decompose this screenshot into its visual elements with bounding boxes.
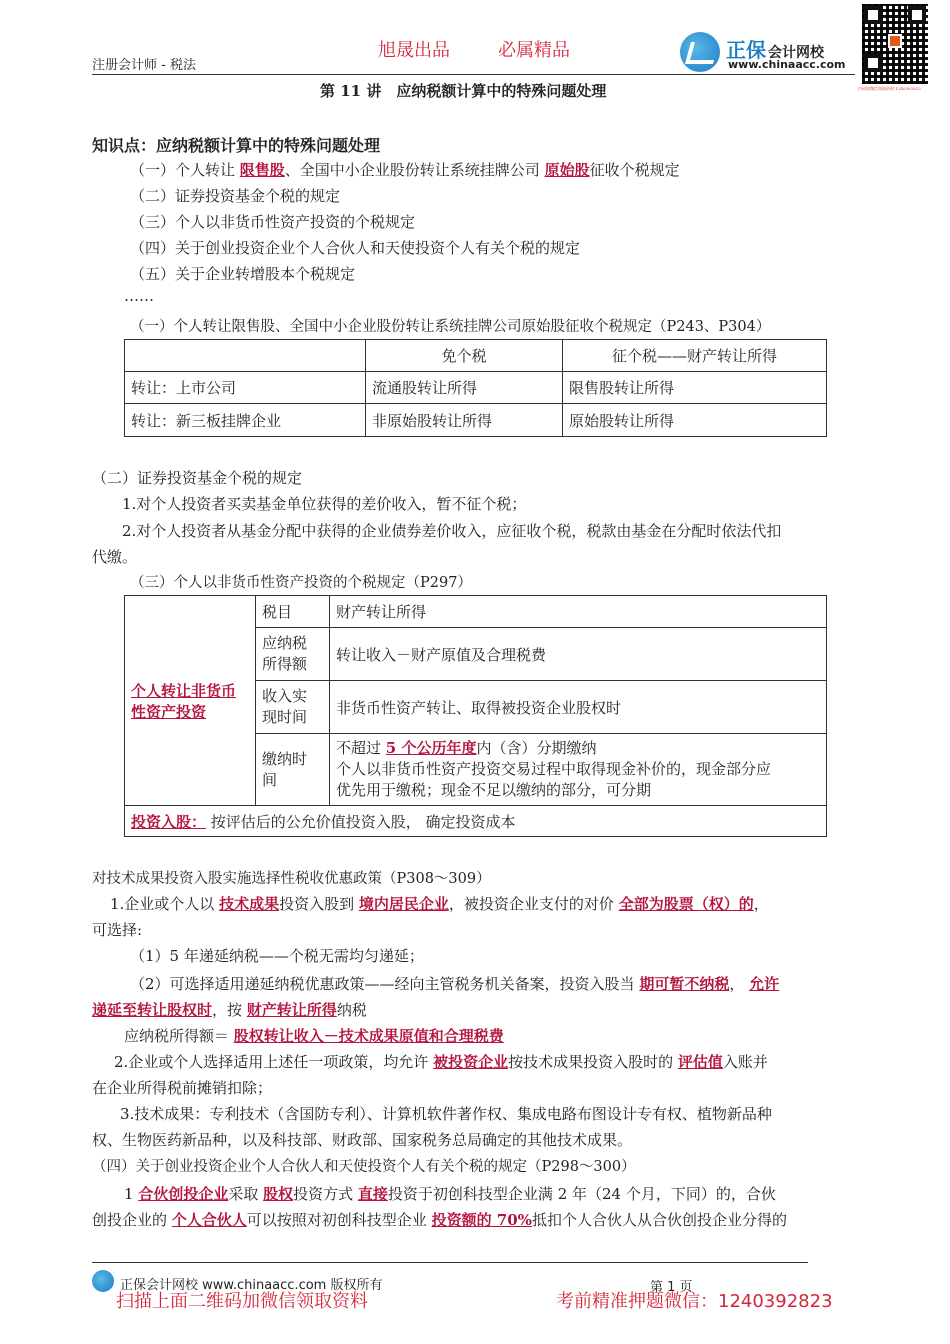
table-cell	[125, 340, 366, 372]
qr-code-icon[interactable]	[862, 4, 928, 84]
table-cell: 原始股转让所得	[563, 404, 827, 437]
paragraph: 3.技术成果：专利技术（含国防专利）、计算机软件著作权、集成电路布图设计专有权、植物新品种	[120, 1105, 772, 1123]
paragraph: 1.企业或个人以 技术成果投资入股到 境内居民企业，被投资企业支付的对价 全部为股票（权）的，	[110, 895, 769, 913]
footer-promo-right: 考前精准押题微信：1240392823	[556, 1291, 833, 1312]
course-name: 注册会计师 - 税法	[92, 58, 196, 73]
promo-left: 旭晟出品	[378, 40, 450, 61]
row-key: 收入实 现时间	[256, 681, 330, 734]
row-value: 转让收入－财产原值及合理税费	[330, 628, 827, 681]
left-label-cell	[125, 596, 256, 806]
row-value: 不超过 5 个公历年度内（含）分期缴纳 个人以非货币性资产投资交易过程中取得现金补价的，现金部分应 优先用于缴税；现金不足以缴纳的部分，可分期	[330, 734, 827, 806]
paragraph: （2）可选择适用递延纳税优惠政策——经向主管税务机关备案，投资入股当 期可暂不纳税， 允许	[130, 975, 780, 993]
row-key: 缴纳时 间	[256, 734, 330, 806]
left-label: 性资产投资	[131, 702, 207, 721]
paragraph: （1）5 年递延纳税——个税无需均匀递延；	[130, 947, 424, 965]
footer-divider	[92, 1262, 808, 1263]
chinaacc-logo-icon	[680, 32, 720, 72]
logo-url: www.chinaacc.com	[728, 58, 846, 71]
left-label: 个人转让非货币	[131, 681, 237, 700]
footer-copyright: 正保会计网校 www.chinaacc.com 版权所有	[120, 1278, 383, 1293]
qr-note: 扫码加微信领取资料 1240392823	[858, 86, 921, 91]
paragraph: 递延至转让股权时，按 财产转让所得纳税	[92, 1001, 367, 1019]
row-key: 应纳税 所得额	[256, 628, 330, 681]
paragraph: 2.对个人投资者从基金分配中获得的企业债券差价收入，应征收个税，税款由基金在分配时依法代扣	[122, 522, 782, 540]
paragraph: 权、生物医药新品种，以及科技部、财政部、国家税务总局确定的其他技术成果。	[92, 1131, 633, 1149]
knowledge-heading: 知识点：应纳税额计算中的特殊问题处理	[92, 136, 381, 155]
table-cell: 转让：新三板挂牌企业	[125, 404, 366, 437]
lecture-title: 第 11 讲 应纳税额计算中的特殊问题处理	[320, 82, 607, 100]
promo-right: 必属精品	[498, 40, 570, 61]
footer-promo-left: 扫描上面二维码加微信领取资料	[116, 1291, 368, 1312]
paragraph: 1.对个人投资者买卖基金单位获得的差价收入，暂不征个税；	[122, 495, 527, 513]
table-cell: 限售股转让所得	[563, 372, 827, 404]
paragraph: 代缴。	[92, 548, 138, 566]
paragraph: 在企业所得税前摊销扣除；	[92, 1079, 273, 1097]
table-header: 征个税——财产转让所得	[563, 340, 827, 372]
list-item: （五）关于企业转增股本个税规定	[130, 265, 356, 283]
table-header: 免个税	[366, 340, 563, 372]
table-cell: 非原始股转让所得	[366, 404, 563, 437]
table-cell: 转让：上市公司	[125, 372, 366, 404]
page-number: 第 1 页	[650, 1280, 693, 1295]
header-divider	[92, 74, 855, 75]
row-value: 财产转让所得	[330, 596, 827, 628]
row-value: 非货币性资产转让、取得被投资企业股权时	[330, 681, 827, 734]
paragraph: 1 合伙创投企业采取 股权投资方式 直接投资于初创科技型企业满 2 年（24 个月，下同）的，合伙	[124, 1185, 776, 1203]
footer-logo-icon	[92, 1270, 114, 1292]
share-transfer-table	[124, 339, 827, 437]
section-title: 对技术成果投资入股实施选择性税收优惠政策（P308～309）	[92, 871, 491, 887]
section-title: （一）个人转让限售股、全国中小企业股份转让系统挂牌公司原始股征收个税规定（P243、P304）	[130, 319, 771, 335]
ellipsis: ……	[124, 287, 154, 305]
paragraph: 2.企业或个人选择适用上述任一项政策，均允许 被投资企业按技术成果投资入股时的 评估值入账并	[114, 1053, 768, 1071]
paragraph: 可选择:	[92, 921, 143, 939]
table-cell: 流通股转让所得	[366, 372, 563, 404]
formula: 应纳税所得额＝ 股权转让收入－技术成果原值和合理税费	[124, 1027, 504, 1045]
paragraph: 创投企业的 个人合伙人可以按照对初创科技型企业 投资额的 70%抵扣个人合伙人从合伙创投企业分得的	[92, 1211, 787, 1229]
section-title: （二）证券投资基金个税的规定	[92, 469, 303, 487]
non-monetary-asset-table	[124, 595, 827, 837]
list-item: （二）证券投资基金个税的规定	[130, 187, 341, 205]
logo-name: 正保 会计网校	[726, 38, 824, 62]
list-item: （三）个人以非货币性资产投资的个税规定	[130, 213, 416, 231]
list-item: （一）个人转让 限售股、全国中小企业股份转让系统挂牌公司 原始股征收个税规定	[130, 161, 680, 179]
bottom-row: 投资入股： 按评估后的公允价值投资入股， 确定投资成本	[125, 806, 827, 837]
list-item: （四）关于创业投资企业个人合伙人和天使投资个人有关个税的规定	[130, 239, 581, 257]
row-key: 税目	[256, 596, 330, 628]
section-title: （三）个人以非货币性资产投资的个税规定（P297）	[130, 575, 472, 591]
section-title: （四）关于创业投资企业个人合伙人和天使投资个人有关个税的规定（P298～300）	[92, 1159, 636, 1175]
